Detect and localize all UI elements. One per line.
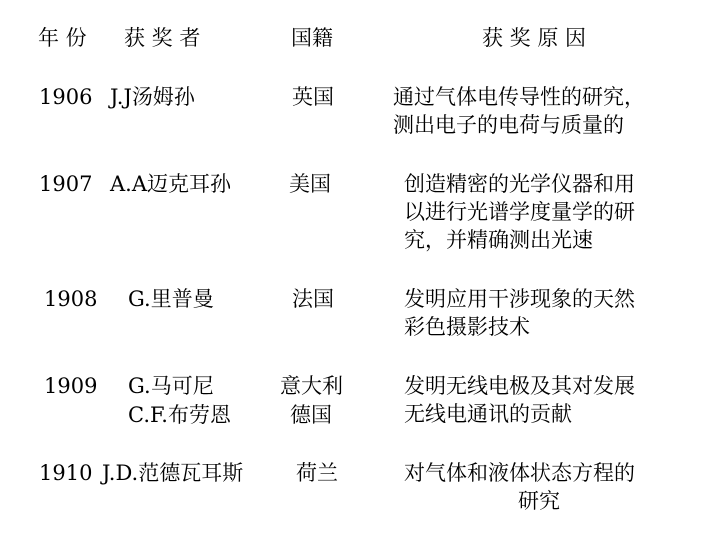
header-winner: 获 奖 者	[124, 26, 201, 50]
header-reason: 获 奖 原 因	[482, 26, 587, 50]
row-1910-reason	[404, 459, 674, 515]
row-1907-nationality: 美国	[289, 172, 331, 196]
row-1909-winner-2: C.F.布劳恩	[128, 403, 231, 427]
row-1909-reason	[404, 372, 635, 428]
reason-line: 研究	[518, 489, 560, 513]
reason-line: 究，并精确测出光速	[404, 228, 593, 252]
row-1909-year: 1909	[44, 374, 98, 398]
reason-line: 通过气体电传导性的研究，	[393, 85, 645, 109]
reason-line: 以进行光谱学度量学的研	[404, 200, 635, 224]
row-1908-year: 1908	[44, 287, 98, 311]
row-1906-winner: J.J汤姆孙	[110, 85, 195, 109]
header-nationality: 国籍	[291, 26, 333, 50]
reason-line: 无线电通讯的贡献	[404, 402, 572, 426]
row-1906-nationality: 英国	[292, 85, 334, 109]
reason-line: 彩色摄影技术	[404, 315, 530, 339]
row-1908-reason	[404, 285, 635, 341]
row-1907-year: 1907	[39, 172, 93, 196]
header-year: 年 份	[38, 26, 87, 50]
reason-line: 测出电子的电荷与质量的	[393, 113, 624, 137]
row-1906-reason	[393, 83, 645, 139]
row-1909-nationality-2: 德国	[290, 403, 332, 427]
row-1907-reason	[404, 170, 635, 254]
row-1910-year: 1910	[39, 461, 93, 485]
row-1910-nationality: 荷兰	[296, 461, 338, 485]
row-1908-nationality: 法国	[292, 287, 334, 311]
reason-line: 发明无线电极及其对发展	[404, 374, 635, 398]
row-1907-winner: A.A迈克耳孙	[110, 172, 232, 196]
row-1909-winner: G.马可尼	[128, 374, 214, 398]
row-1908-winner: G.里普曼	[128, 287, 214, 311]
row-1910-winner: J.D.范德瓦耳斯	[102, 461, 244, 485]
reason-line: 创造精密的光学仪器和用	[404, 172, 635, 196]
reason-line: 发明应用干涉现象的天然	[404, 287, 635, 311]
reason-line: 对气体和液体状态方程的	[404, 461, 635, 485]
row-1906-year: 1906	[39, 85, 93, 109]
row-1909-nationality: 意大利	[280, 374, 343, 398]
